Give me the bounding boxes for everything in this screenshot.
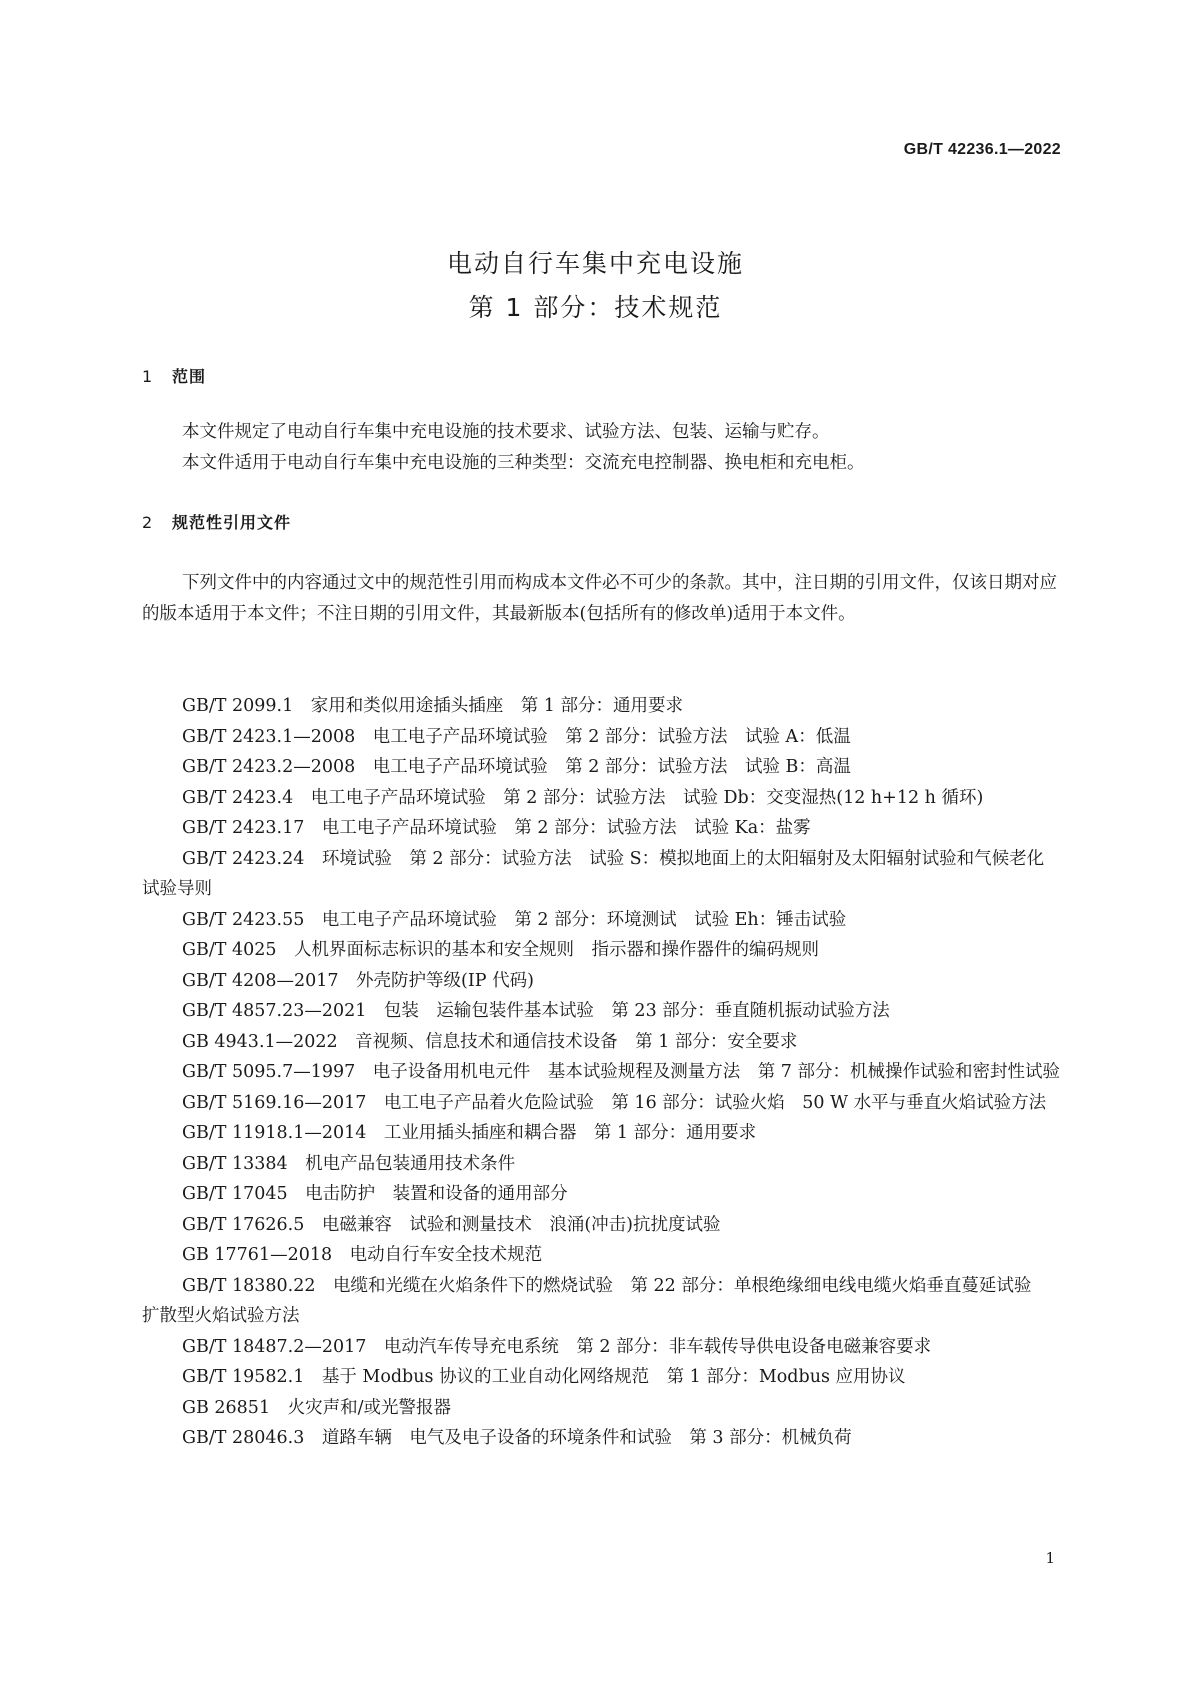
reference-item: GB/T 17626.5 电磁兼容 试验和测量技术 浪涌(冲击)抗扰度试验 [182, 1214, 721, 1235]
page-number: 1 [1045, 1549, 1055, 1567]
reference-item: GB/T 2423.2—2008 电工电子产品环境试验 第 2 部分：试验方法 试验 B：高温 [182, 757, 851, 777]
section-title: 规范性引用文件 [172, 513, 292, 532]
reference-item: GB/T 2423.4 电工电子产品环境试验 第 2 部分：试验方法 试验 Db：交变湿热(12 h+12 h 循环) [182, 787, 984, 808]
reference-item: GB/T 2099.1 家用和类似用途插头插座 第 1 部分：通用要求 [182, 696, 683, 716]
reference-item: GB/T 11918.1—2014 工业用插头插座和耦合器 第 1 部分：通用要求 [182, 1123, 757, 1143]
reference-item: GB/T 13384 机电产品包装通用技术条件 [182, 1153, 516, 1174]
reference-item: GB/T 4208—2017 外壳防护等级(IP 代码) [182, 970, 534, 991]
normative-refs-intro: 下列文件中的内容通过文中的规范性引用而构成本文件必不可少的条款。其中，注日期的引用文件，仅该日期对应的版本适用于本文件；不注日期的引用文件，其最新版本(包括所有的修改单)适用于本文件。 [142, 573, 1057, 624]
reference-item: GB/T 4025 人机界面标志标识的基本和安全规则 指示器和操作器件的编码规则 [182, 940, 820, 960]
section-heading-normative-refs [142, 510, 291, 533]
section-title: 范围 [172, 367, 207, 386]
reference-item: GB 4943.1—2022 音视频、信息技术和通信技术设备 第 1 部分：安全要求 [182, 1031, 798, 1052]
reference-item: GB/T 4857.23—2021 包装 运输包装件基本试验 第 23 部分：垂直随机振动试验方法 [182, 1001, 890, 1021]
section-number: 2 [142, 513, 154, 532]
reference-item: GB 26851 火灾声和/或光警报器 [182, 1397, 451, 1418]
reference-list [142, 691, 1060, 1454]
reference-item: GB/T 2423.24 环境试验 第 2 部分：试验方法 试验 S：模拟地面上的太阳辐射及太阳辐射试验和气候老化试验导则 [142, 848, 1045, 899]
reference-item: GB/T 19582.1 基于 Modbus 协议的工业自动化网络规范 第 1 部分：Modbus 应用协议 [182, 1367, 906, 1387]
standard-code: GB/T 42236.1—2022 [903, 141, 1061, 158]
document-title-line1: 电动自行车集中充电设施 [446, 249, 744, 278]
section-number: 1 [142, 367, 154, 386]
scope-paragraph: 本文件适用于电动自行车集中充电设施的三种类型：交流充电控制器、换电柜和充电柜。 [182, 453, 865, 473]
document-title-line2: 第 1 部分：技术规范 [468, 293, 723, 322]
reference-item: GB/T 2423.17 电工电子产品环境试验 第 2 部分：试验方法 试验 Ka：盐雾 [182, 818, 811, 838]
reference-item: GB/T 18380.22 电缆和光缆在火焰条件下的燃烧试验 第 22 部分：单根绝缘细电线电缆火焰垂直蔓延试验 扩散型火焰试验方法 [142, 1275, 1049, 1326]
reference-item: GB 17761—2018 电动自行车安全技术规范 [182, 1245, 543, 1265]
reference-item: GB/T 5095.7—1997 电子设备用机电元件 基本试验规程及测量方法 第 7 部分：机械操作试验和密封性试验 [182, 1062, 1060, 1082]
reference-item: GB/T 28046.3 道路车辆 电气及电子设备的环境条件和试验 第 3 部分：机械负荷 [182, 1428, 852, 1448]
reference-item: GB/T 5169.16—2017 电工电子产品着火危险试验 第 16 部分：试验火焰 50 W 水平与垂直火焰试验方法 [182, 1092, 1047, 1113]
reference-item: GB/T 2423.55 电工电子产品环境试验 第 2 部分：环境测试 试验 Eh：锤击试验 [182, 909, 847, 930]
reference-item: GB/T 17045 电击防护 装置和设备的通用部分 [182, 1184, 568, 1204]
section-heading-scope [142, 364, 206, 387]
scope-paragraph: 本文件规定了电动自行车集中充电设施的技术要求、试验方法、包装、运输与贮存。 [182, 422, 830, 442]
reference-item: GB/T 18487.2—2017 电动汽车传导充电系统 第 2 部分：非车载传导供电设备电磁兼容要求 [182, 1336, 932, 1357]
reference-item: GB/T 2423.1—2008 电工电子产品环境试验 第 2 部分：试验方法 试验 A：低温 [182, 726, 851, 747]
